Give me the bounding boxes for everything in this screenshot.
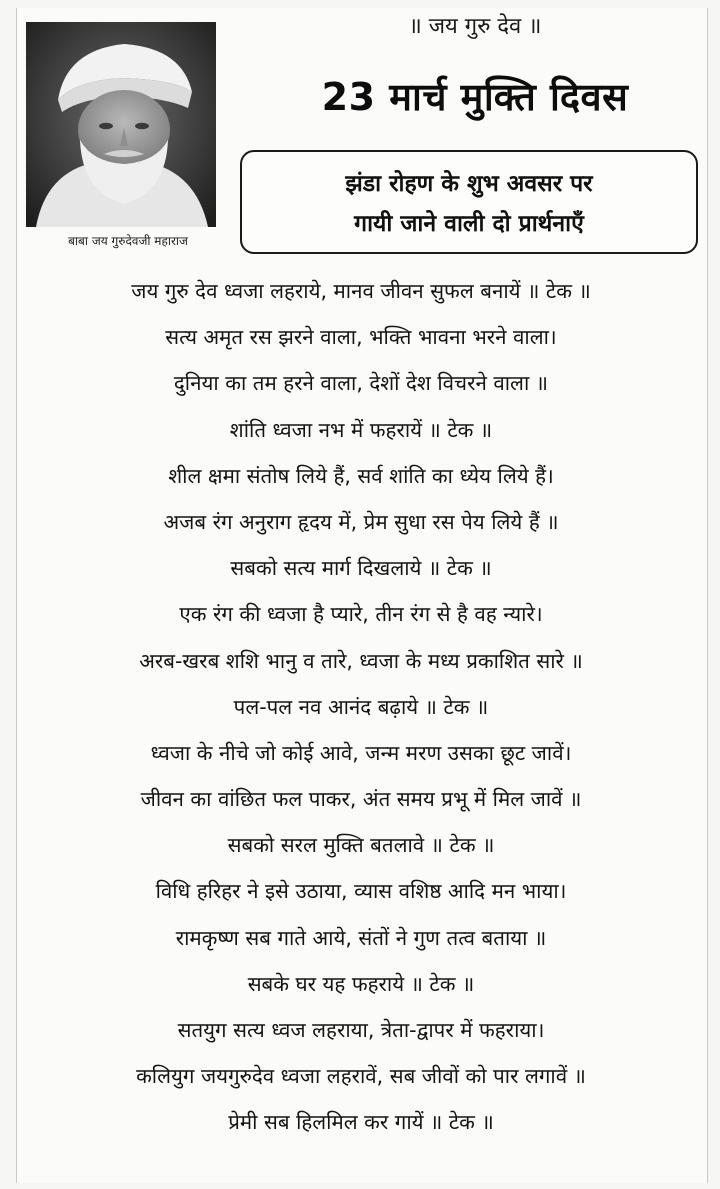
verse-line: पल-पल नव आनंद बढ़ाये ॥ टेक ॥ bbox=[233, 694, 489, 719]
verse-line: दुनिया का तम हरने वाला, देशों देश विचरने वाला ॥ bbox=[173, 371, 549, 396]
verse-line: प्रेमी सब हिलमिल कर गायें ॥ टेक ॥ bbox=[228, 1110, 494, 1135]
prayer-verses bbox=[18, 268, 704, 1146]
verse-line: अजब रंग अनुराग हृदय में, प्रेम सुधा रस पेय लिये हैं ॥ bbox=[163, 509, 559, 534]
verse-line: ध्वजा के नीचे जो कोई आवे, जन्म मरण उसका छूट जावें। bbox=[150, 740, 572, 765]
verse-line: सबको सरल मुक्ति बतलावे ॥ टेक ॥ bbox=[227, 833, 495, 858]
portrait-image bbox=[26, 22, 216, 227]
verse-line: अरब-खरब शशि भानु व तारे, ध्वजा के मध्य प्रकाशित सारे ॥ bbox=[139, 648, 583, 673]
subtitle-box bbox=[240, 150, 698, 254]
verse-line: रामकृष्ण सब गाते आये, संतों ने गुण तत्व बताया ॥ bbox=[175, 925, 547, 950]
verse-line: सतयुग सत्य ध्वज लहराया, त्रेता-द्वापर में फहराया। bbox=[177, 1018, 545, 1042]
subtitle-line-2: गायी जाने वाली दो प्रार्थनाएँ bbox=[354, 211, 584, 237]
page-title: 23 मार्च मुक्ति दिवस bbox=[321, 75, 629, 119]
subtitle-line-1: झंडा रोहण के शुभ अवसर पर bbox=[345, 171, 593, 197]
verse-line: शील क्षमा संतोष लिये हैं, सर्व शांति का ध्येय लिये हैं। bbox=[168, 463, 554, 488]
verse-line: जय गुरु देव ध्वजा लहराये, मानव जीवन सुफल बनायें ॥ टेक ॥ bbox=[131, 279, 591, 303]
verse-line: शांति ध्वजा नभ में फहरायें ॥ टेक ॥ bbox=[229, 417, 493, 442]
header-invocation: ॥ जय गुरु देव ॥ bbox=[408, 14, 542, 39]
verse-line: सत्य अमृत रस झरने वाला, भक्ति भावना भरने वाला। bbox=[165, 325, 557, 350]
photo-caption: बाबा जय गुरुदेवजी महाराज bbox=[68, 234, 188, 248]
portrait-photo bbox=[26, 22, 216, 227]
verse-line: सबके घर यह फहराये ॥ टेक ॥ bbox=[247, 971, 475, 996]
verse-line: विधि हरिहर ने इसे उठाया, व्यास वशिष्ठ आदि मन भाया। bbox=[155, 879, 567, 904]
verse-line: कलियुग जयगुरुदेव ध्वजा लहरावें, सब जीवों को पार लगावें ॥ bbox=[136, 1064, 586, 1089]
verse-line: जीवन का वांछित फल पाकर, अंत समय प्रभू में मिल जावें ॥ bbox=[140, 787, 582, 812]
verse-line: सबको सत्य मार्ग दिखलाये ॥ टेक ॥ bbox=[230, 556, 492, 581]
verse-line: एक रंग की ध्वजा है प्यारे, तीन रंग से है वह न्यारे। bbox=[179, 602, 543, 627]
